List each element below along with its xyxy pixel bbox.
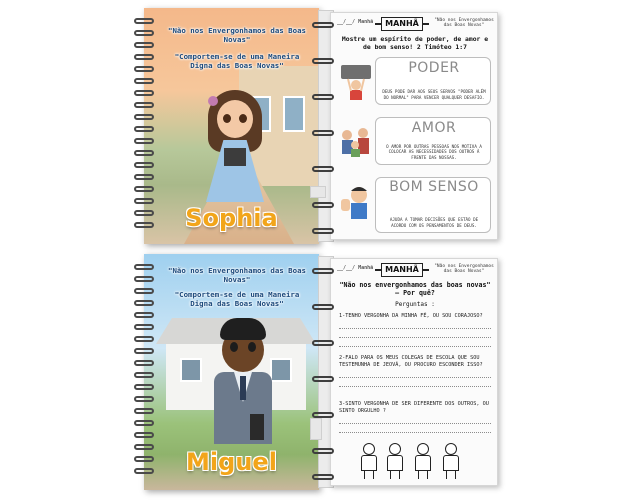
page-theme: "Não nos Envergonhamos das Boas Novas" [434, 264, 494, 275]
question-item [339, 355, 491, 387]
page-date: __/__/ Manhã [337, 265, 374, 271]
answer-line[interactable] [339, 329, 491, 338]
quality-amor [337, 117, 493, 167]
questions-subtitle: Perguntas : [395, 301, 435, 308]
answer-line[interactable] [339, 338, 491, 347]
spiral-binding [134, 18, 154, 238]
page-date: __/__/ Manhã [337, 19, 374, 25]
question-text: 2-FALO PARA OS MEUS COLEGAS DE ESCOLA QUE SOU TESTEMUNHA DE JEOVÁ, OU PROCURO ESCONDER ISSO? [339, 355, 483, 368]
answer-line[interactable] [339, 424, 491, 433]
quality-desc: AJUDA A TOMAR DECISÕES QUE ESTÃO DE ACORDO COM OS PENSAMENTOS DE DEUS. [389, 217, 479, 228]
quality-poder [337, 57, 493, 107]
boy-illustration [210, 318, 276, 448]
page-theme: "Não nos Envergonhamos das Boas Novas" [434, 18, 494, 29]
quality-box [375, 177, 491, 233]
question-title: "Não nos envergonhamos das boas novas" — Por quê? [339, 281, 491, 297]
spiral-binding [134, 264, 154, 484]
answer-line[interactable] [339, 415, 491, 424]
notebook-miguel [134, 254, 498, 490]
period-label: MANHÃ [381, 17, 423, 31]
girl-illustration [202, 90, 268, 210]
inner-page [330, 12, 498, 240]
quality-desc: DEUS PODE DAR AOS SEUS SERVOS "PODER ALÉM DO NORMAL" PARA VENCER QUALQUER DESAFIO. [382, 89, 486, 100]
notebook-sophia [134, 8, 498, 244]
page-header [337, 17, 493, 33]
weight-lifter-icon [339, 63, 373, 101]
answer-line[interactable] [339, 320, 491, 329]
quality-title: PODER [408, 60, 460, 76]
question-text: 3-SINTO VERGONHA DE SER DIFERENTE DOS OUTROS, OU SINTO ORGULHO ? [339, 401, 489, 414]
cover-quote-2: "Comportem-se de uma Maneira Digna das Boas Novas" [174, 52, 300, 70]
page-header [337, 263, 493, 279]
inner-page [330, 258, 498, 486]
cover-name: Sophia [185, 204, 278, 232]
question-item [339, 313, 491, 347]
cover-name: Miguel [186, 448, 277, 476]
period-label: MANHÃ [381, 263, 423, 277]
cover-sophia [144, 8, 319, 244]
verse-text: Mostre um espírito de poder, de amor e de bom senso! 2 Timóteo 1:7 [341, 35, 489, 51]
family-icon [339, 123, 373, 161]
answer-line[interactable] [339, 378, 491, 387]
quality-box [375, 57, 491, 105]
stop-hand-boy-icon [339, 183, 373, 221]
children-drawing [357, 443, 467, 479]
question-text: 1-TENHO VERGONHA DA MINHA FÉ, OU SOU CORAJOSO? [339, 313, 483, 319]
page-spiral-binding [312, 18, 334, 238]
cover-quote-1: "Não nos Envergonhamos das Boas Novas" [168, 266, 306, 284]
quality-title: BOM SENSO [389, 179, 479, 195]
answer-line[interactable] [339, 369, 491, 378]
cover-quote-1: "Não nos Envergonhamos das Boas Novas" [168, 26, 306, 44]
quality-box [375, 117, 491, 165]
quality-bom-senso [337, 177, 493, 235]
quality-title: AMOR [411, 120, 457, 136]
cover-quote-2: "Comportem-se de uma Maneira Digna das Boas Novas" [174, 290, 300, 308]
page-spiral-binding [312, 264, 334, 484]
quality-desc: O AMOR POR OUTRAS PESSOAS NOS MOTIVA A COLOCAR AS NECESSIDADES DOS OUTROS À FRENTE DAS NOSSAS. [386, 143, 482, 160]
question-item [339, 401, 491, 433]
cover-miguel [144, 254, 319, 490]
